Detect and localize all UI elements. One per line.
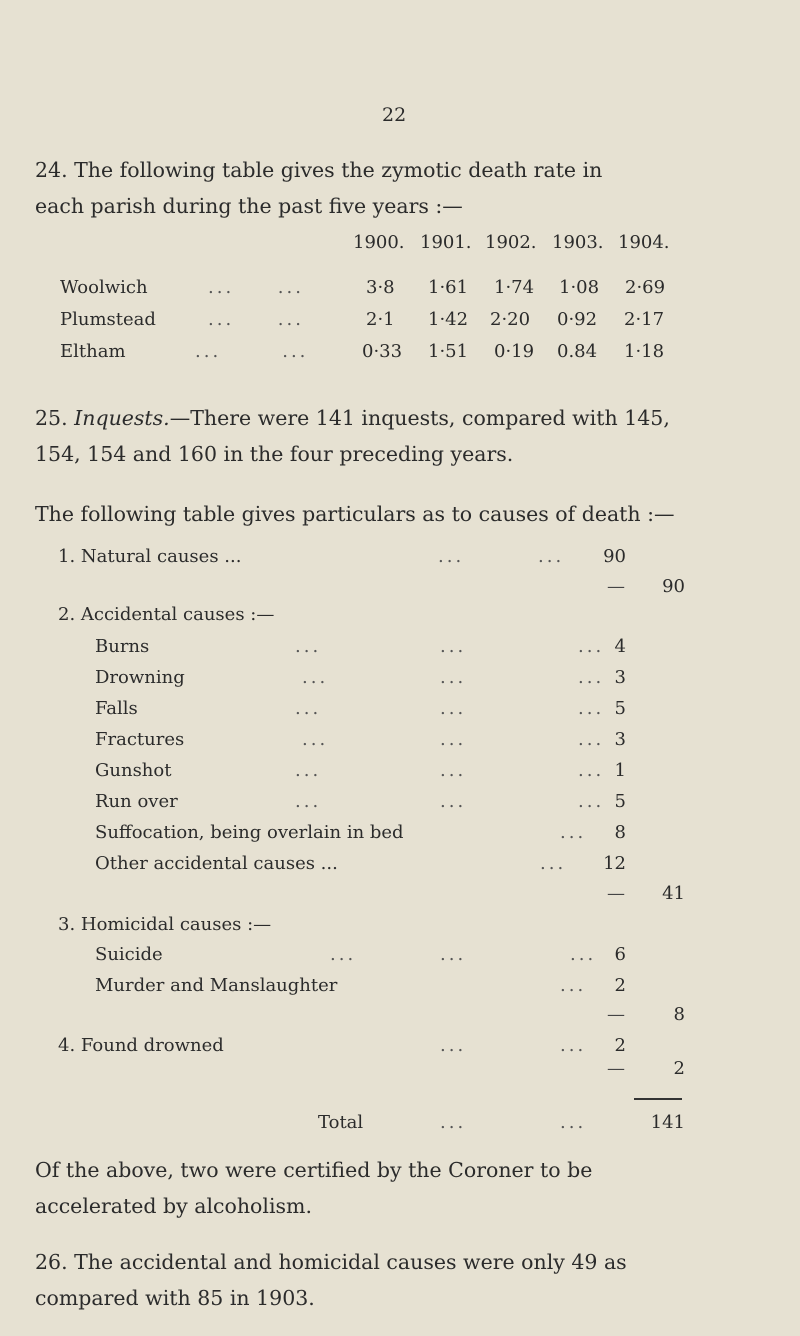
cause-item-value: 5	[614, 791, 626, 812]
total-value: 141	[650, 1112, 685, 1133]
cause-item-label: Other accidental causes ...	[95, 853, 338, 874]
cause-item-label: Falls	[95, 698, 138, 719]
leader-dots: ...	[440, 791, 467, 812]
section-heading: Inquests.	[74, 406, 170, 430]
cause-item-value: 5	[614, 698, 626, 719]
leader-dots: ...	[440, 636, 467, 657]
leader-dots: ...	[440, 1112, 467, 1133]
table-cell: 1·61	[428, 277, 469, 298]
leader-dots: ...	[560, 1112, 587, 1133]
leader-dots: ...	[538, 546, 565, 567]
cause-item-label: Burns	[95, 636, 150, 657]
table-cell: 1·74	[494, 277, 535, 298]
parish-name: Plumstead	[60, 309, 156, 330]
leader-dots: ...	[578, 729, 605, 750]
cause-subtotal: 41	[662, 883, 685, 904]
subtotal-dash: —	[607, 1004, 625, 1025]
parish-name: Woolwich	[60, 277, 148, 298]
leader-dots: ...	[570, 944, 597, 965]
subtotal-dash: —	[607, 576, 625, 597]
leader-dots: ...	[295, 698, 322, 719]
cause-item-value: 2	[614, 975, 626, 996]
cause-item-value: 4	[614, 636, 626, 657]
leader-dots: ...	[440, 667, 467, 688]
leader-dots: ...	[578, 698, 605, 719]
cause-item-label: Fractures	[95, 729, 185, 750]
causes-intro: The following table gives particulars as to causes of death :—	[35, 502, 675, 526]
table-cell: 3·8	[366, 277, 395, 298]
table-cell: 2·20	[490, 309, 531, 330]
leader-dots: ...	[560, 822, 587, 843]
cause-value: 90	[603, 546, 626, 567]
section-26-line-1: 26. The accidental and homicidal causes were only 49 as	[35, 1250, 627, 1274]
cause-subtotal: 90	[662, 576, 685, 597]
year-header: 1901.	[420, 232, 472, 253]
year-header: 1903.	[552, 232, 604, 253]
table-cell: 2·69	[625, 277, 666, 298]
table-cell: 2·17	[624, 309, 665, 330]
leader-dots: ...	[438, 546, 465, 567]
leader-dots: ...	[578, 760, 605, 781]
cause-label: 4. Found drowned	[58, 1035, 224, 1056]
table-cell: 1·51	[428, 341, 469, 362]
leader-dots: ...	[440, 1035, 467, 1056]
table-cell: 1·42	[428, 309, 469, 330]
section-25-line-1	[35, 400, 670, 436]
cause-item-label: Murder and Manslaughter	[95, 975, 338, 996]
section-26-line-2: compared with 85 in 1903.	[35, 1286, 315, 1310]
year-header: 1904.	[618, 232, 670, 253]
cause-item-label: Run over	[95, 791, 178, 812]
leader-dots: ...	[540, 853, 567, 874]
leader-dots: ...	[578, 636, 605, 657]
page-number: 22	[382, 104, 407, 126]
section-25-line-2: 154, 154 and 160 in the four preceding years.	[35, 442, 514, 466]
leader-dots: ...	[302, 667, 329, 688]
section-24-line-2: each parish during the past five years :—	[35, 194, 463, 218]
closing-line-2: accelerated by alcoholism.	[35, 1194, 312, 1218]
section-24-line-1: 24. The following table gives the zymotic death rate in	[35, 158, 603, 182]
table-cell: 0·92	[557, 309, 598, 330]
leader-dots: ...	[578, 667, 605, 688]
parish-name: Eltham	[60, 341, 126, 362]
leader-dots: ...	[440, 760, 467, 781]
cause-item-label: Suicide	[95, 944, 163, 965]
closing-line-1: Of the above, two were certified by the Coroner to be	[35, 1158, 593, 1182]
cause-value: 2	[614, 1035, 626, 1056]
cause-item-value: 6	[614, 944, 626, 965]
subtotal-dash: —	[607, 1058, 625, 1079]
section-text: —There were 141 inquests, compared with 145,	[169, 406, 670, 430]
cause-item-value: 3	[614, 667, 626, 688]
table-cell: 0·33	[362, 341, 403, 362]
leader-dots: ...	[295, 636, 322, 657]
cause-subtotal: 8	[673, 1004, 685, 1025]
total-label: Total	[318, 1112, 364, 1133]
leader-dots: ...	[578, 791, 605, 812]
table-cell: 0·19	[494, 341, 535, 362]
leader-dots: ...	[440, 729, 467, 750]
cause-item-value: 12	[603, 853, 626, 874]
cause-item-value: 8	[614, 822, 626, 843]
leader-dots: ...	[440, 944, 467, 965]
cause-item-value: 3	[614, 729, 626, 750]
table-cell: 1·18	[624, 341, 665, 362]
leader-dots: ...	[330, 944, 357, 965]
cause-subtotal: 2	[673, 1058, 685, 1079]
table-cell: 0.84	[557, 341, 598, 362]
cause-item-value: 1	[614, 760, 626, 781]
leader-dots: ...	[560, 1035, 587, 1056]
section-number: 25.	[35, 406, 68, 430]
cause-label: 1. Natural causes ...	[58, 546, 242, 567]
total-rule	[634, 1098, 682, 1100]
table-cell: 1·08	[559, 277, 600, 298]
cause-item-label: Gunshot	[95, 760, 172, 781]
leader-dots: ...	[295, 760, 322, 781]
leader-dots: ...	[440, 698, 467, 719]
leader-dots: ... ...	[208, 277, 304, 298]
cause-item-label: Suffocation, being overlain in bed	[95, 822, 404, 843]
leader-dots: ...	[560, 975, 587, 996]
leader-dots: ... ...	[208, 309, 304, 330]
table-cell: 2·1	[366, 309, 395, 330]
leader-dots: ... ...	[195, 341, 309, 362]
cause-item-label: Drowning	[95, 667, 185, 688]
year-header: 1902.	[485, 232, 537, 253]
subtotal-dash: —	[607, 883, 625, 904]
leader-dots: ...	[295, 791, 322, 812]
leader-dots: ...	[302, 729, 329, 750]
cause-heading: 2. Accidental causes :—	[58, 604, 275, 625]
cause-heading: 3. Homicidal causes :—	[58, 914, 272, 935]
year-header: 1900.	[353, 232, 405, 253]
